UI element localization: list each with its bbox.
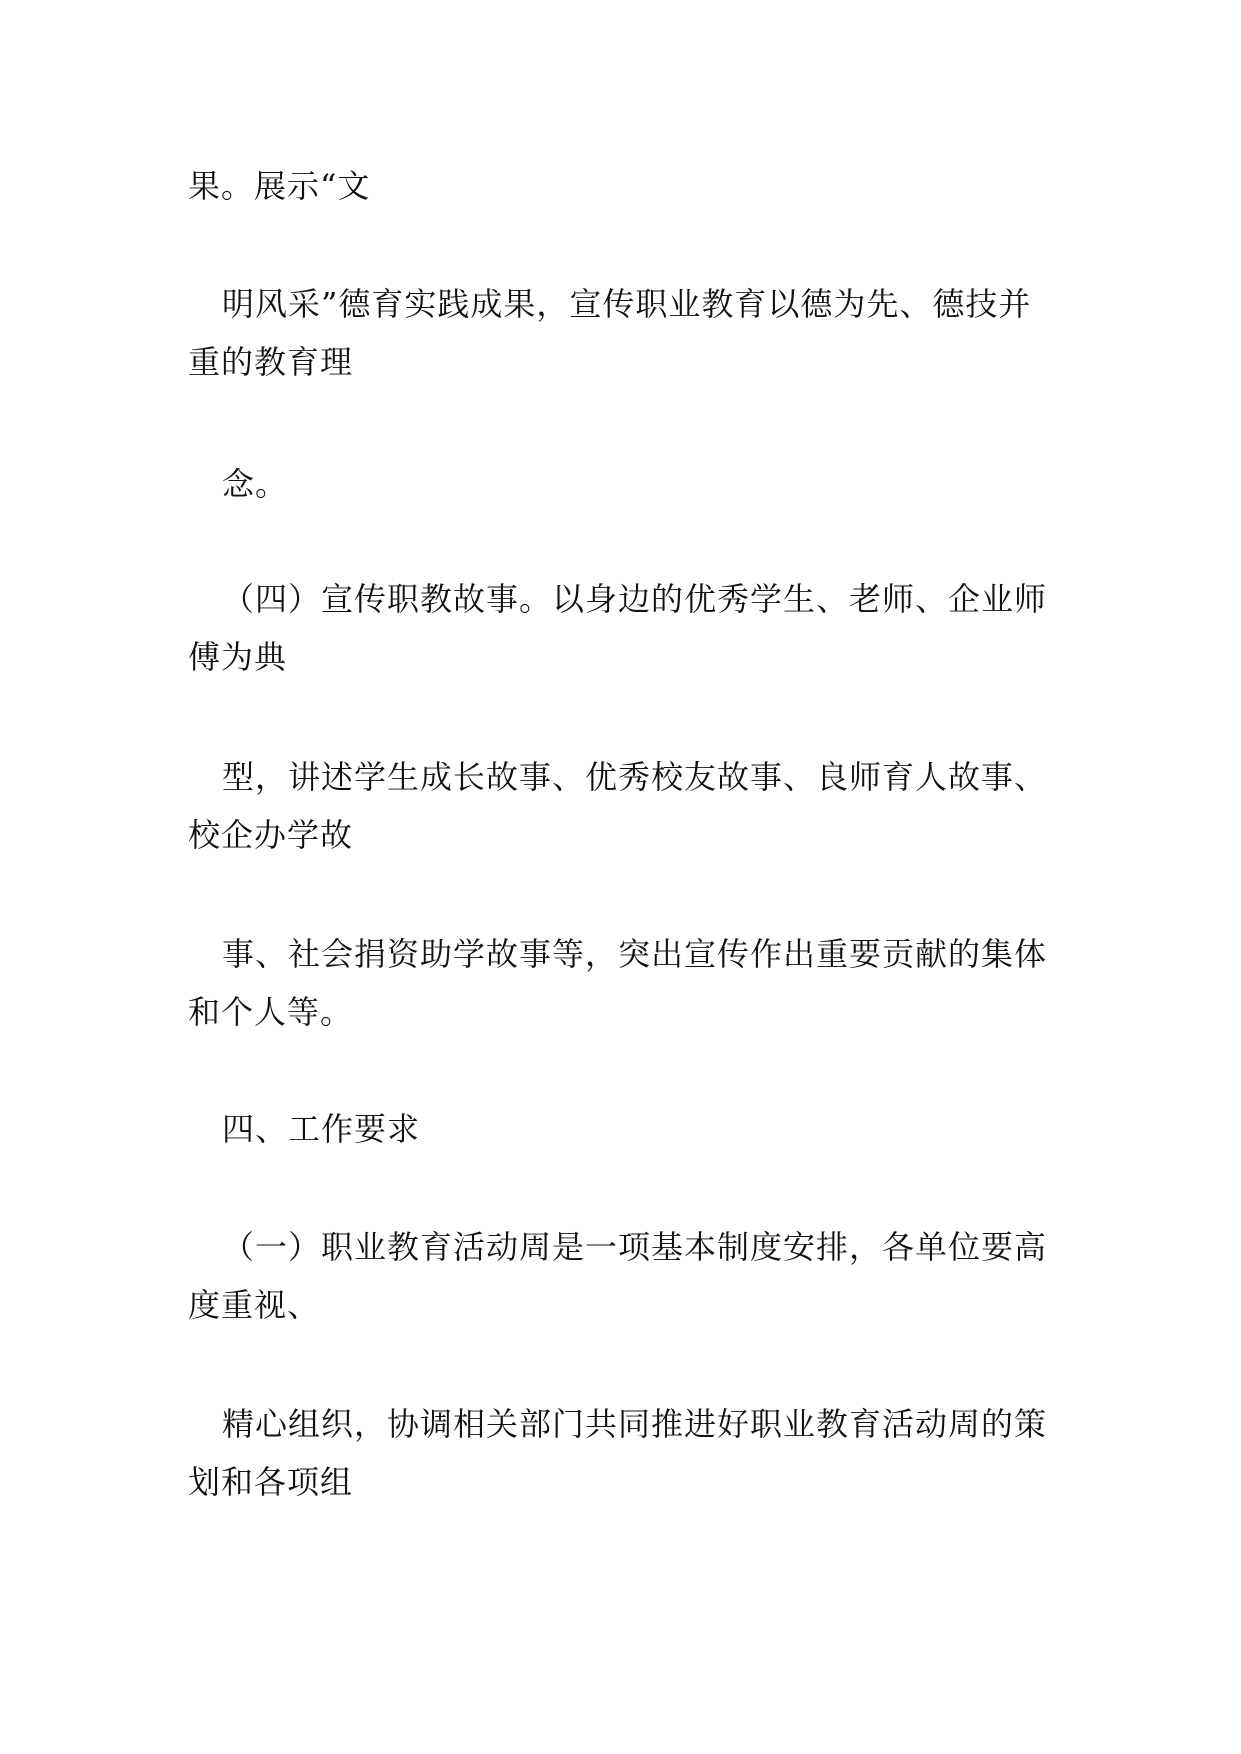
text-line: 明风采”德育实践成果，宣传职业教育以德为先、德技并 xyxy=(222,285,1032,323)
text-line: 度重视、 xyxy=(188,1286,321,1324)
paragraph xyxy=(188,925,1068,1041)
section-paragraph xyxy=(188,570,1068,686)
text-line: 果。展示“文 xyxy=(188,167,371,205)
text-line: 事、社会捐资助学故事等，突出宣传作出重要贡献的集体 xyxy=(222,935,1048,973)
paragraph xyxy=(188,157,1068,215)
text-line: 重的教育理 xyxy=(188,343,354,381)
text-line: 校企办学故 xyxy=(188,816,354,854)
text-line: （四）宣传职教故事。以身边的优秀学生、老师、企业师 xyxy=(222,580,1048,618)
text-line: 念。 xyxy=(222,465,289,503)
text-line: 划和各项组 xyxy=(188,1463,354,1501)
heading-text: 四、工作要求 xyxy=(222,1110,421,1148)
section-heading xyxy=(188,1100,1068,1158)
paragraph xyxy=(188,748,1068,864)
section-paragraph xyxy=(188,1218,1068,1334)
paragraph xyxy=(188,1395,1068,1511)
text-line: 和个人等。 xyxy=(188,993,354,1031)
paragraph xyxy=(188,275,1068,391)
text-line: （一）职业教育活动周是一项基本制度安排，各单位要高 xyxy=(222,1228,1048,1266)
paragraph xyxy=(188,455,1068,513)
text-line: 傅为典 xyxy=(188,638,288,676)
text-line: 型，讲述学生成长故事、优秀校友故事、良师育人故事、 xyxy=(222,758,1048,796)
text-line: 精心组织，协调相关部门共同推进好职业教育活动周的策 xyxy=(222,1405,1048,1443)
